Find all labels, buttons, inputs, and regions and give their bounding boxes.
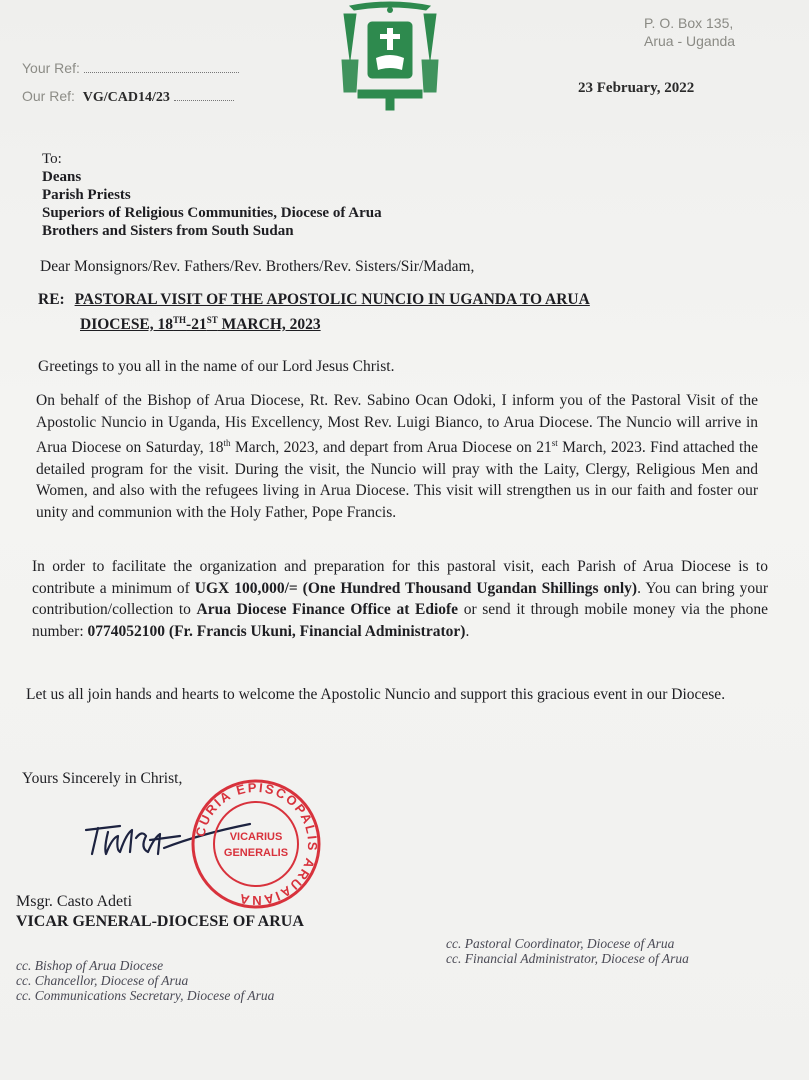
cc-item: cc. Bishop of Arua Diocese (16, 958, 164, 973)
cc-list-left (16, 958, 274, 1003)
your-ref-line (22, 60, 239, 76)
addressee-line: Deans (42, 169, 82, 185)
subject-line-1: PASTORAL VISIT OF THE APOSTOLIC NUNCIO IN UGANDA TO ARUA (74, 291, 590, 308)
seal-inner-text-1: VICARIUS (229, 831, 283, 843)
letter-date: 23 February, 2022 (578, 80, 695, 96)
subject-block (38, 290, 738, 335)
subject-text: -21 (186, 316, 207, 334)
our-ref-value: VG/CAD14/23 (82, 90, 170, 105)
subject-text: MARCH, 2023 (217, 316, 321, 334)
contribution-amount: UGX 100,000/= (One Hundred Thousand Ugandan Shillings only) (194, 579, 638, 597)
salutation: Dear Monsignors/Rev. Fathers/Rev. Brothers/Rev. Sisters/Sir/Madam, (40, 258, 475, 275)
seal-inner-text-2: GENERALIS (223, 847, 289, 859)
signatory-name: Msgr. Casto Adeti (16, 893, 133, 910)
cc-item: cc. Pastoral Coordinator, Diocese of Arua (446, 936, 675, 951)
your-ref-label: Your Ref: (22, 60, 80, 76)
subject-sup: ST (206, 315, 218, 325)
paragraph-2 (32, 556, 768, 642)
paragraph-text: In order to facilitate the organization and preparation for this pastoral visit, each Parish of Arua Diocese is to contribute a minimum of (32, 558, 768, 597)
subject-prefix: RE: (38, 291, 65, 308)
our-ref-label: Our Ref: (22, 88, 75, 104)
finance-office: Arua Diocese Finance Office at Ediofe (196, 601, 459, 618)
our-ref-dotted-line (174, 88, 234, 101)
your-ref-dotted-line (84, 60, 239, 73)
official-seal (190, 778, 322, 910)
po-box-line: P. O. Box 135, (644, 15, 734, 31)
greeting: Greetings to you all in the name of our Lord Jesus Christ. (38, 358, 395, 375)
mobile-money-contact: 0774052100 (Fr. Francis Ukuni, Financial Administrator) (87, 622, 466, 640)
cc-item: cc. Communications Secretary, Diocese of Arua (16, 988, 275, 1003)
diocese-crest-icon (330, 0, 450, 112)
paragraph-sup: th (223, 438, 231, 448)
paragraph-text: . You can bring your contribution/collection to (32, 579, 768, 618)
seal-outer-text: CURIA EPISCOPALIS ARUAIANA (192, 779, 321, 909)
addressee-block (42, 150, 382, 240)
closing: Yours Sincerely in Christ, (22, 770, 183, 787)
cc-list-right (446, 936, 689, 966)
paragraph-sup: st (551, 438, 558, 448)
city-line: Arua - Uganda (644, 33, 736, 49)
paragraph-1 (36, 390, 758, 523)
cc-item: cc. Chancellor, Diocese of Arua (16, 973, 189, 988)
po-box (644, 14, 735, 50)
addressee-line: Parish Priests (42, 187, 131, 203)
our-ref-line (22, 88, 234, 106)
cc-item: cc. Financial Administrator, Diocese of Arua (446, 951, 689, 966)
paragraph-3: Let us all join hands and hearts to welcome the Apostolic Nuncio and support this gracious event in our Diocese. (26, 686, 726, 703)
subject-line-2 (80, 310, 738, 335)
subject-sup: TH (173, 315, 187, 325)
paragraph-text: March, 2023. Find attached the detailed program for the visit. During the visit, the Nuncio will pray with the Laity, Clergy, Religious Men and Women, and also with the refugees living in Arua Diocese. This visit will strengthen us in our faith and foster our unity and communion with the Holy Father, Pope Francis. (36, 439, 758, 521)
paragraph-text: March, 2023, and depart from Arua Diocese on 21 (230, 439, 552, 457)
to-label: To: (42, 151, 62, 167)
signatory-title: VICAR GENERAL-DIOCESE OF ARUA (16, 913, 304, 930)
paragraph-text: On behalf of the Bishop of Arua Diocese, Rt. Rev. Sabino Ocan Odoki, I inform you of the Pastoral Visit of the Apostolic Nuncio in Uganda, His Excellency, Most Rev. Luigi Bianco, to Arua Diocese. The Nuncio will arrive in Arua Diocese on Saturday, 18 (36, 392, 758, 457)
paragraph-text: or send it through mobile money via the phone number: (32, 601, 768, 640)
addressee-line: Superiors of Religious Communities, Diocese of Arua (42, 205, 382, 221)
addressee-line: Brothers and Sisters from South Sudan (42, 223, 294, 239)
paragraph-text: . (465, 622, 470, 640)
subject-text: DIOCESE, 18 (80, 316, 174, 334)
